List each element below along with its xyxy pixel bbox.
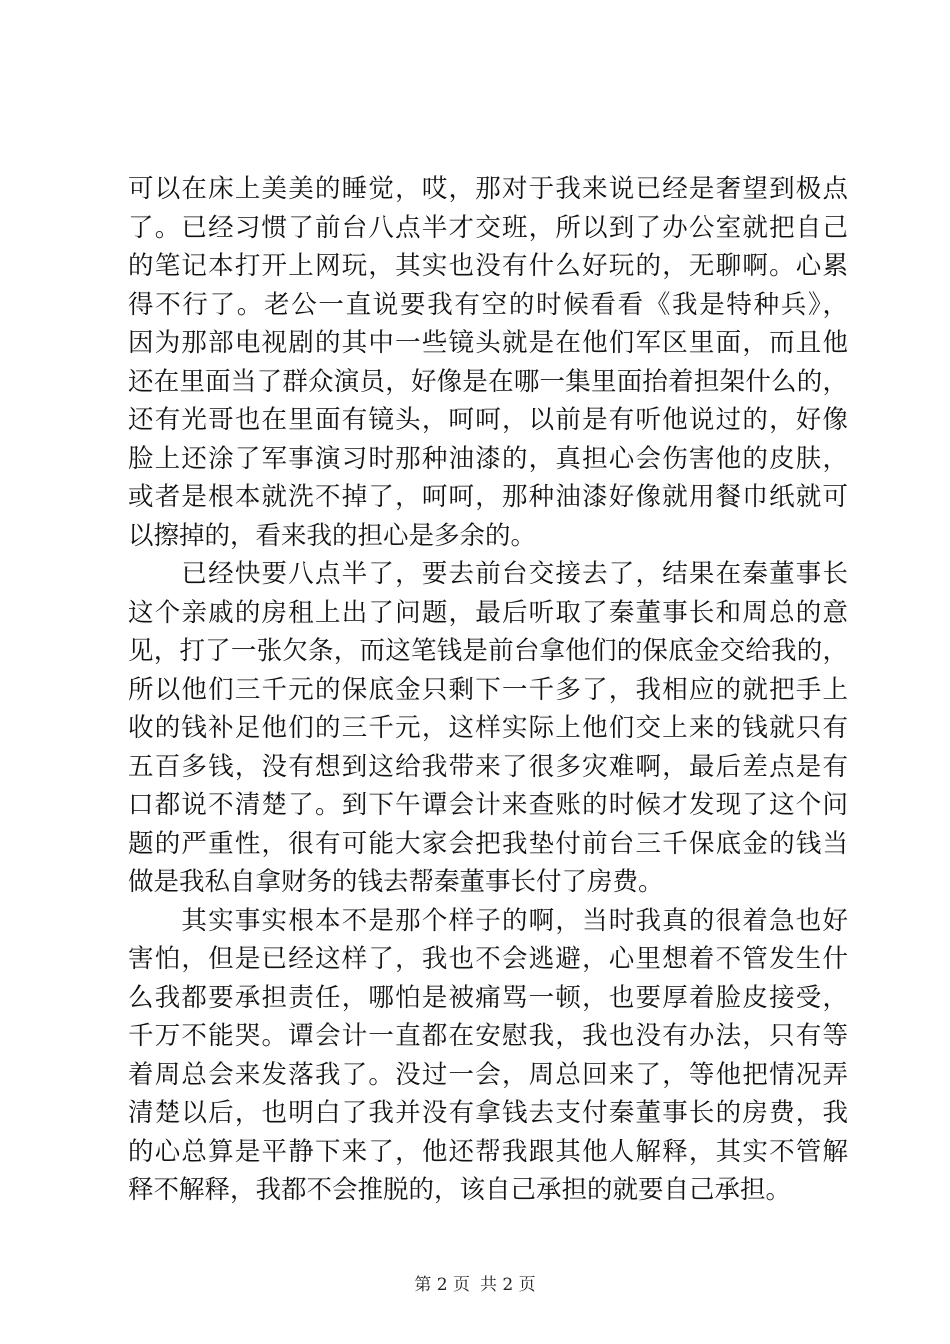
text-line: 千万不能哭。谭会计一直都在安慰我，我也没有办法，只有等 bbox=[128, 1021, 848, 1051]
text-line: 可以在床上美美的睡觉，哎，那对于我来说已经是奢望到极点 bbox=[128, 174, 848, 204]
text-line: 着周总会来发落我了。没过一会，周总回来了，等他把情况弄 bbox=[128, 1059, 848, 1090]
text-line: 口都说不清楚了。到下午谭会计来查账的时候才发现了这个问 bbox=[128, 790, 848, 820]
text-line: 清楚以后，也明白了我并没有拿钱去支付秦董事长的房费，我 bbox=[128, 1098, 848, 1128]
text-line: 的笔记本打开上网玩，其实也没有什么好玩的，无聊啊。心累 bbox=[128, 251, 848, 281]
text-line: 脸上还涂了军事演习时那种油漆的，真担心会伤害他的皮肤， bbox=[128, 443, 848, 474]
text-line: 得不行了。老公一直说要我有空的时候看看《我是特种兵》， bbox=[128, 289, 848, 320]
text-line: 见，打了一张欠条，而这笔钱是前台拿他们的保底金交给我的， bbox=[128, 636, 848, 666]
text-line: 所以他们三千元的保底金只剩下一千多了，我相应的就把手上 bbox=[128, 674, 848, 705]
text-line: 收的钱补足他们的三千元，这样实际上他们交上来的钱就只有 bbox=[128, 713, 848, 743]
text-line: 害怕，但是已经这样了，我也不会逃避，心里想着不管发生什 bbox=[128, 944, 848, 974]
page-number: 第 2 页 bbox=[414, 1275, 470, 1295]
text-line: 或者是根本就洗不掉了，呵呵，那种油漆好像就用餐巾纸就可 bbox=[128, 482, 848, 512]
paragraph-end-line: 释不解释，我都不会推脱的，该自己承担的就要自己承担。 bbox=[128, 1175, 792, 1205]
text-line: 还在里面当了群众演员，好像是在哪一集里面抬着担架什么的， bbox=[128, 366, 848, 397]
text-line: 了。已经习惯了前台八点半才交班，所以到了办公室就把自己 bbox=[128, 212, 848, 243]
paragraph-end-line: 以擦掉的，看来我的担心是多余的。 bbox=[128, 520, 537, 551]
page-total: 共 2 页 bbox=[480, 1275, 536, 1295]
text-line: 题的严重性，很有可能大家会把我垫付前台三千保底金的钱当 bbox=[128, 828, 848, 859]
body-text bbox=[128, 170, 848, 1210]
text-line: 五百多钱，没有想到这给我带来了很多灾难啊，最后差点是有 bbox=[128, 751, 848, 782]
text-line: 其实事实根本不是那个样子的啊，当时我真的很着急也好 bbox=[128, 905, 848, 936]
page-footer bbox=[0, 1274, 950, 1296]
text-line: 的心总算是平静下来了，他还帮我跟其他人解释，其实不管解 bbox=[128, 1136, 848, 1167]
text-line: 这个亲戚的房租上出了问题，最后听取了秦董事长和周总的意 bbox=[128, 597, 848, 628]
paragraph-end-line: 做是我私自拿财务的钱去帮秦董事长付了房费。 bbox=[128, 867, 664, 897]
text-line: 已经快要八点半了，要去前台交接去了，结果在秦董事长 bbox=[128, 559, 848, 589]
text-line: 么我都要承担责任，哪怕是被痛骂一顿，也要厚着脸皮接受， bbox=[128, 982, 848, 1013]
text-line: 还有光哥也在里面有镜头，呵呵，以前是有听他说过的，好像 bbox=[128, 405, 848, 435]
text-line: 因为那部电视剧的其中一些镜头就是在他们军区里面，而且他 bbox=[128, 328, 848, 358]
